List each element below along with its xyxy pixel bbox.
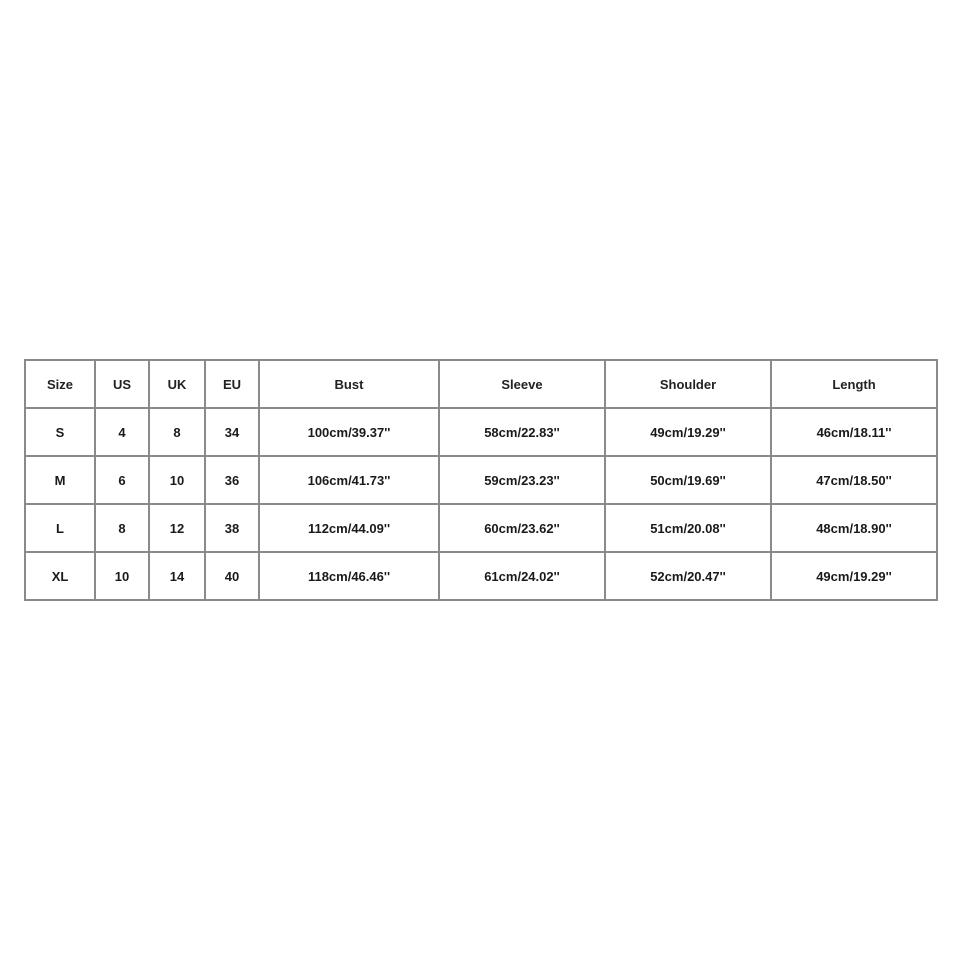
cell-length: 47cm/18.50'' bbox=[771, 456, 937, 504]
cell-sleeve: 60cm/23.62'' bbox=[439, 504, 605, 552]
cell-shoulder: 51cm/20.08'' bbox=[605, 504, 771, 552]
cell-sleeve: 58cm/22.83'' bbox=[439, 408, 605, 456]
header-uk: UK bbox=[149, 360, 205, 408]
cell-bust: 112cm/44.09'' bbox=[259, 504, 439, 552]
cell-size: XL bbox=[25, 552, 95, 600]
cell-uk: 12 bbox=[149, 504, 205, 552]
size-chart-table bbox=[24, 359, 938, 601]
cell-us: 6 bbox=[95, 456, 149, 504]
cell-shoulder: 49cm/19.29'' bbox=[605, 408, 771, 456]
cell-us: 8 bbox=[95, 504, 149, 552]
cell-bust: 106cm/41.73'' bbox=[259, 456, 439, 504]
cell-size: S bbox=[25, 408, 95, 456]
cell-length: 49cm/19.29'' bbox=[771, 552, 937, 600]
cell-eu: 36 bbox=[205, 456, 259, 504]
cell-sleeve: 59cm/23.23'' bbox=[439, 456, 605, 504]
header-shoulder: Shoulder bbox=[605, 360, 771, 408]
cell-us: 4 bbox=[95, 408, 149, 456]
table-row bbox=[25, 552, 937, 600]
header-length: Length bbox=[771, 360, 937, 408]
header-bust: Bust bbox=[259, 360, 439, 408]
cell-length: 46cm/18.11'' bbox=[771, 408, 937, 456]
cell-eu: 40 bbox=[205, 552, 259, 600]
header-size: Size bbox=[25, 360, 95, 408]
cell-size: L bbox=[25, 504, 95, 552]
header-sleeve: Sleeve bbox=[439, 360, 605, 408]
cell-eu: 34 bbox=[205, 408, 259, 456]
cell-shoulder: 52cm/20.47'' bbox=[605, 552, 771, 600]
cell-eu: 38 bbox=[205, 504, 259, 552]
cell-uk: 8 bbox=[149, 408, 205, 456]
table-row bbox=[25, 504, 937, 552]
cell-shoulder: 50cm/19.69'' bbox=[605, 456, 771, 504]
table-row bbox=[25, 456, 937, 504]
cell-size: M bbox=[25, 456, 95, 504]
cell-bust: 100cm/39.37'' bbox=[259, 408, 439, 456]
cell-uk: 10 bbox=[149, 456, 205, 504]
cell-length: 48cm/18.90'' bbox=[771, 504, 937, 552]
header-us: US bbox=[95, 360, 149, 408]
cell-bust: 118cm/46.46'' bbox=[259, 552, 439, 600]
cell-us: 10 bbox=[95, 552, 149, 600]
cell-sleeve: 61cm/24.02'' bbox=[439, 552, 605, 600]
header-eu: EU bbox=[205, 360, 259, 408]
table-row bbox=[25, 408, 937, 456]
table-header-row bbox=[25, 360, 937, 408]
cell-uk: 14 bbox=[149, 552, 205, 600]
